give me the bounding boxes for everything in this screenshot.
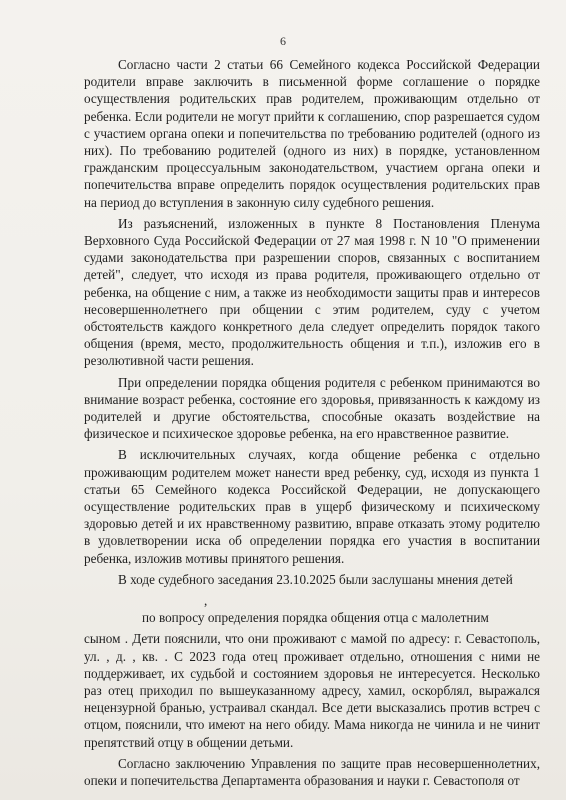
hearing-text: сыном . Дети пояснили, что они проживают с мамой по адресу: г. Севастополь, ул. , д. , кв. . С 2023 года отец проживает отдельно, отношения с ними не поддерживает, их судьбой и состоянием здоровья не интересуется. Несколько раз отец приходил по вышеуказанному адресу, хамил, оскорблял, выражался нецензурной бранью, устраивал скандал. Все дети высказались против встреч с отцом, пояснили, что имеют на него обиду. Мама никогда не чинила и не чинит препятствий отцу в общении детьми.: [84, 631, 540, 750]
paragraph: В исключительных случаях, когда общение ребенка с отдельно проживающим родителем может нанести вред ребенку, суд, исходя из пункта 1 статьи 65 Семейного кодекса Российской Федерации, не допускающего осуществление родительских прав в ущерб физическому и психическому здоровью детей и их нравственному развитию, вправе отказать этому родителю в удовлетворении иска об определении порядка его участия в воспитании ребенка, изложив мотивы принятого решения.: [84, 447, 540, 566]
paragraph: При определении порядка общения родителя с ребенком принимаются во внимание возраст ребенка, состояние его здоровья, привязанность к каждому из родителей и другие обстоятельства, способные оказать воздействие на физическое и психическое здоровье ребенка, на его нравственное развитие.: [84, 374, 540, 442]
hearing-line-3: по вопросу определения порядка общения отца с малолетним: [142, 610, 489, 626]
paragraph: Согласно части 2 статьи 66 Семейного кодекса Российской Федерации родители вправе заключить в письменной форме соглашение о порядке осуществления родительских прав родителем, проживающим отдельно от ребенка. Если родители не могут прийти к соглашению, спор разрешается судом с участием органа опеки и попечительства по требованию родителей (одного из них). По требованию родителей (одного из них) в порядке, установленном гражданским процессуальным законодательством, участием органа опеки и попечительства вправе определить порядок осуществления родительских прав на период до вступления в законную силу судебного решения.: [84, 57, 540, 210]
page-number: 6: [280, 34, 286, 48]
hearing-line-1: В ходе судебного заседания 23.10.2025 были заслушаны мнения детей: [118, 571, 513, 587]
paragraph: Из разъяснений, изложенных в пункте 8 Постановления Пленума Верховного Суда Российской Федерации от 27 мая 1998 г. N 10 "О применении судами законодательства при разрешении споров, связанных с воспитанием детей", следует, что исходя из права родителя, проживающего отдельно от ребенка, на общение с ним, а также из необходимости защиты прав и интересов несовершеннолетнего при общении с этим родителем, суду с учетом обстоятельств каждого конкретного дела следует определить порядок такого общения (время, место, продолжительность общения и т.п.), изложив его в резолютивной части решения.: [84, 215, 540, 369]
document-body: [84, 56, 540, 793]
final-paragraph: Согласно заключению Управления по защите прав несовершеннолетних, опеки и попечительства Департамента образования и науки г. Севастополя от: [84, 755, 540, 788]
hearing-line-2: ,: [204, 593, 208, 609]
